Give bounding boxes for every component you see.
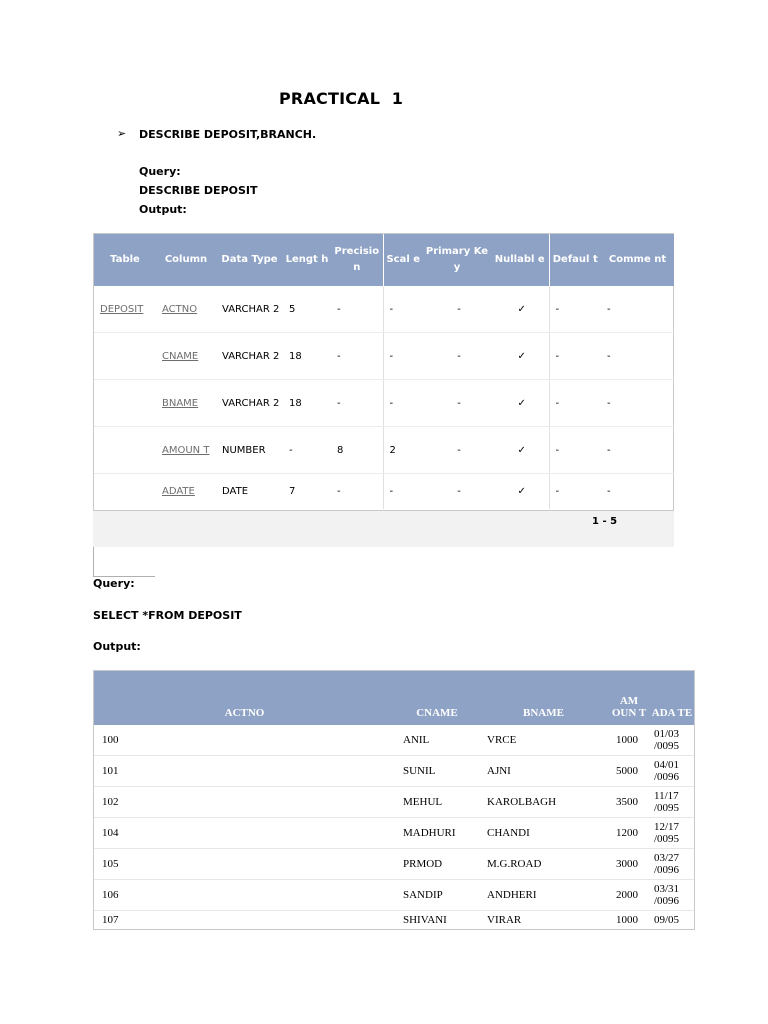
data-type-cell: DATE	[222, 486, 249, 497]
data-type-cell: VARCHAR 2	[216, 380, 283, 427]
default-cell: -	[549, 474, 601, 510]
primary-key-cell: -	[423, 427, 491, 474]
length-cell: 7	[289, 486, 296, 497]
checkmark-icon: ✓	[491, 427, 549, 474]
cname-cell: SANDIP	[395, 880, 479, 911]
scale-cell: -	[383, 380, 423, 427]
header-table: Table	[94, 234, 156, 286]
length-cell: 5	[283, 286, 331, 333]
table-row	[94, 380, 674, 427]
primary-key-cell: -	[423, 380, 491, 427]
header-column: Column	[156, 234, 216, 286]
precision-cell: -	[331, 333, 383, 380]
scale-cell: -	[383, 474, 423, 510]
header-comment: Comme nt	[601, 234, 674, 286]
precision-cell: -	[337, 486, 341, 497]
header-scale: Scal e	[383, 234, 423, 286]
arrow-bullet-icon: ➢	[117, 127, 127, 140]
data-type-cell: NUMBER	[216, 427, 283, 474]
amount-cell: 5000	[608, 756, 650, 787]
cname-cell: SUNIL	[395, 756, 479, 787]
cname-cell: ANIL	[395, 725, 479, 756]
default-cell: -	[549, 380, 601, 427]
actno-cell: 104	[94, 818, 395, 849]
header-length: Lengt h	[283, 234, 331, 286]
describe-table	[93, 233, 674, 511]
query-label: Query:	[139, 165, 181, 178]
column-name-link[interactable]: BNAME	[156, 380, 216, 427]
actno-cell: 101	[94, 756, 395, 787]
table-row	[94, 911, 694, 930]
table-name-cell	[94, 474, 156, 510]
adate-cell: 04/01 /0096	[650, 756, 694, 787]
adate-cell: 11/17 /0095	[650, 787, 694, 818]
bname-cell: AJNI	[479, 756, 608, 787]
table-row	[94, 818, 694, 849]
comment-cell: -	[607, 486, 611, 497]
data-type-cell: VARCHAR 2	[216, 286, 283, 333]
amount-cell: 3000	[608, 849, 650, 880]
column-name-link[interactable]: AMOUN T	[156, 427, 216, 474]
bname-cell: ANDHERI	[479, 880, 608, 911]
precision-cell: 8	[331, 427, 383, 474]
query-label: Query:	[93, 577, 135, 590]
scale-cell: -	[383, 286, 423, 333]
comment-cell: -	[601, 380, 674, 427]
header-actno: ACTNO	[94, 671, 395, 725]
adate-cell: 01/03 /0095	[650, 725, 694, 756]
table-row	[94, 474, 674, 510]
comment-cell: -	[601, 286, 674, 333]
default-cell: -	[549, 286, 601, 333]
amount-cell: 1000	[608, 725, 650, 756]
output-label: Output:	[93, 640, 141, 653]
bname-cell: CHANDI	[479, 818, 608, 849]
amount-cell: 1000	[616, 914, 638, 926]
cname-cell: MADHURI	[395, 818, 479, 849]
header-cname: CNAME	[395, 671, 479, 725]
table-row	[94, 849, 694, 880]
cname-cell: SHIVANI	[403, 914, 447, 926]
amount-cell: 3500	[608, 787, 650, 818]
data-type-cell: VARCHAR 2	[216, 333, 283, 380]
primary-key-cell: -	[423, 333, 491, 380]
task-heading: DESCRIBE DEPOSIT,BRANCH.	[139, 128, 317, 141]
header-default: Defaul t	[549, 234, 601, 286]
checkmark-icon: ✓	[491, 333, 549, 380]
cname-cell: PRMOD	[395, 849, 479, 880]
table-name-cell	[94, 427, 156, 474]
table-row	[94, 756, 694, 787]
actno-cell: 102	[94, 787, 395, 818]
actno-cell: 100	[94, 725, 395, 756]
primary-key-cell: -	[423, 286, 491, 333]
table-row	[94, 427, 674, 474]
column-name-link[interactable]: CNAME	[156, 333, 216, 380]
header-adate: ADA TE	[650, 671, 694, 725]
amount-cell: 1200	[608, 818, 650, 849]
output-header-row	[94, 671, 694, 725]
pagination-range: 1 - 5	[592, 516, 618, 527]
primary-key-cell: -	[457, 486, 461, 497]
column-name-link[interactable]: ACTNO	[156, 286, 216, 333]
comment-cell: -	[601, 333, 674, 380]
precision-cell: -	[331, 286, 383, 333]
output-label: Output:	[139, 203, 187, 216]
checkmark-icon: ✓	[491, 286, 549, 333]
table-row	[94, 286, 674, 333]
length-cell: 18	[283, 380, 331, 427]
header-nullable: Nullabl e	[491, 234, 549, 286]
precision-cell: -	[331, 380, 383, 427]
default-cell: -	[549, 333, 601, 380]
table-row	[94, 880, 694, 911]
scale-cell: 2	[383, 427, 423, 474]
bname-cell: M.G.ROAD	[479, 849, 608, 880]
bname-cell: KAROLBAGH	[479, 787, 608, 818]
default-cell: -	[549, 427, 601, 474]
header-data-type: Data Type	[216, 234, 283, 286]
describe-header-row	[94, 234, 674, 286]
cname-cell: MEHUL	[395, 787, 479, 818]
table-name-link[interactable]: DEPOSIT	[94, 286, 156, 333]
checkmark-icon: ✓	[491, 380, 549, 427]
bname-cell: VRCE	[479, 725, 608, 756]
header-amount: AM OUN T	[608, 671, 650, 725]
table-name-cell	[94, 333, 156, 380]
checkmark-icon: ✓	[517, 486, 526, 497]
query-text: DESCRIBE DEPOSIT	[139, 184, 258, 197]
adate-cell: 03/27 /0096	[650, 849, 694, 880]
adate-cell: 09/05	[654, 914, 680, 926]
table-row	[94, 725, 694, 756]
table-row	[94, 333, 674, 380]
length-cell: -	[283, 427, 331, 474]
header-precision: Precisio n	[331, 234, 383, 286]
output-table	[93, 670, 695, 930]
empty-frame	[93, 547, 155, 577]
length-cell: 18	[283, 333, 331, 380]
table-name-cell	[94, 380, 156, 427]
table-row	[94, 787, 694, 818]
actno-cell: 106	[94, 880, 395, 911]
amount-cell: 2000	[608, 880, 650, 911]
actno-cell: 105	[94, 849, 395, 880]
scale-cell: -	[383, 333, 423, 380]
adate-cell: 03/31 /0096	[650, 880, 694, 911]
bname-cell: VIRAR	[487, 914, 522, 926]
adate-cell: 12/17 /0095	[650, 818, 694, 849]
header-primary-key: Primary Key	[423, 234, 491, 286]
column-name-link[interactable]: ADATE	[162, 486, 195, 497]
query-text: SELECT *FROM DEPOSIT	[93, 609, 242, 622]
page-title: PRACTICAL 1	[279, 89, 404, 108]
actno-cell: 107	[102, 914, 119, 926]
pagination-bar	[93, 511, 674, 547]
header-bname: BNAME	[479, 671, 608, 725]
comment-cell: -	[601, 427, 674, 474]
